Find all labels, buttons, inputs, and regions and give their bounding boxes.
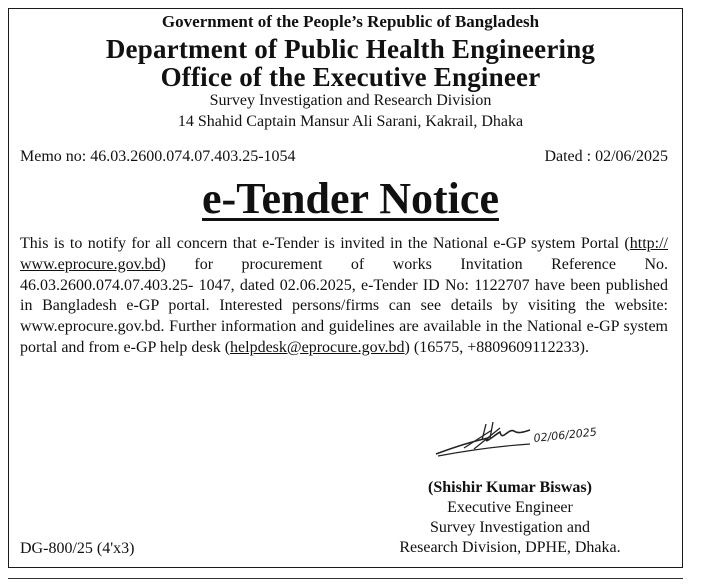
handwritten-signature	[430, 418, 600, 458]
address-line: 14 Shahid Captain Mansur Ali Sarani, Kakrail, Dhaka	[177, 113, 524, 130]
memo-number: Memo no: 46.03.2600.074.07.403.25-1054	[20, 148, 296, 165]
helpdesk-email-link[interactable]: helpdesk@eprocure.gov.bd	[230, 338, 405, 356]
signatory-division-line2: Research Division, DPHE, Dhaka.	[399, 539, 621, 556]
signatory-name: (Shishir Kumar Biswas)	[428, 479, 592, 496]
dg-code: DG-800/25 (4'x3)	[20, 540, 135, 557]
notice-title	[0, 176, 701, 222]
memo-date: Dated : 02/06/2025	[544, 148, 668, 165]
body-text-part3: ) (16575, +8809609112233).	[404, 338, 589, 356]
office-heading: Office of the Executive Engineer	[160, 62, 541, 92]
body-text-part2: ) for procurement of works Invitation Reference No. 46.03.2600.074.07.403.25- 1047, dated 02.06.2025, e-Tender ID No: 1122707 have been published in Bangladesh e-GP portal. Interested persons/firms can see details by visiting the website: www.eprocure.gov.bd. Further information and guidelines are available in the National e-GP system portal and from e-GP help desk (	[20, 255, 668, 356]
bottom-divider	[8, 578, 683, 579]
notice-body	[20, 234, 668, 359]
government-heading: Government of the People’s Republic of Bangladesh	[161, 12, 540, 31]
portal-link[interactable]: http:// www.eprocure.gov.bd	[20, 235, 668, 273]
department-heading: Department of Public Health Engineering	[105, 34, 596, 64]
signatory-designation: Executive Engineer	[447, 499, 573, 516]
signatory-division-line1: Survey Investigation and	[430, 519, 590, 536]
notice-title-text: e-Tender Notice	[202, 174, 499, 223]
signature-date: 02/06/2025	[532, 425, 598, 445]
body-text-part1: This is to notify for all concern that e-Tender is invited in the National e-GP system Portal (	[20, 235, 630, 252]
division-line: Survey Investigation and Research Division	[209, 92, 492, 109]
